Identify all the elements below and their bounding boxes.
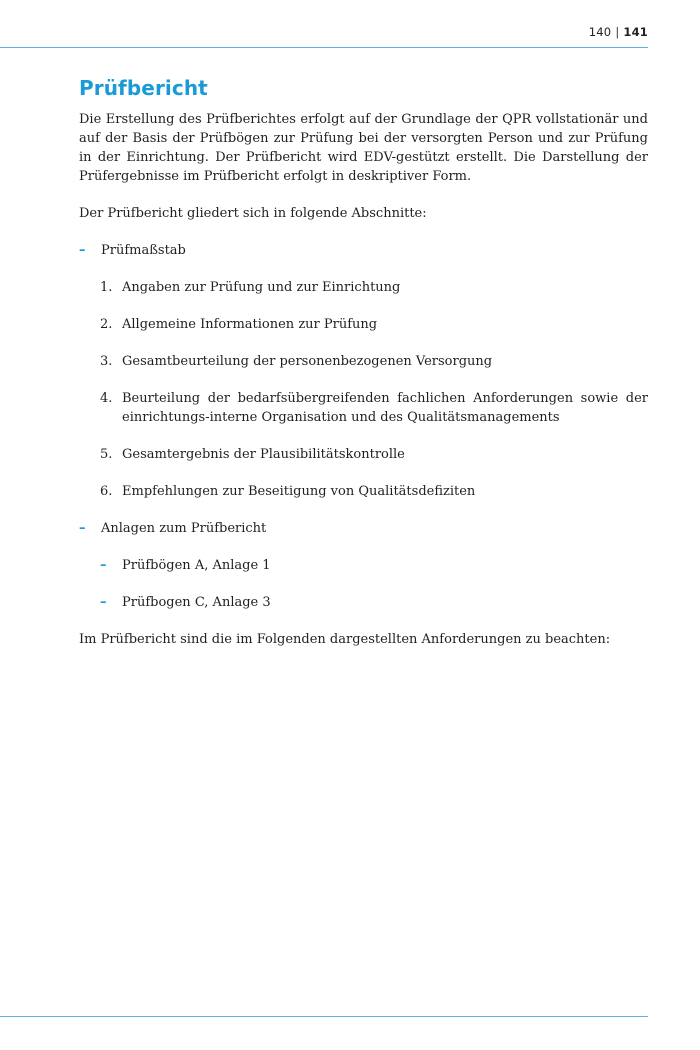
list-item (79, 352, 648, 371)
list-item (79, 482, 648, 501)
list-item (79, 593, 648, 612)
group-label: Anlagen zum Prüfbericht (101, 521, 267, 536)
item-number: 1. (100, 280, 113, 295)
item-text: Prüfbogen C, Anlage 3 (122, 595, 271, 610)
item-text: Prüfbögen A, Anlage 1 (122, 558, 271, 573)
closing-paragraph: Im Prüfbericht sind die im Folgenden dargestellten Anforderungen zu beachten: (79, 632, 611, 647)
list-group-anlagen (79, 519, 648, 538)
item-text: Gesamtergebnis der Plausibilitätskontrolle (122, 447, 405, 462)
header-rule (0, 47, 648, 48)
item-text: Allgemeine Informationen zur Prüfung (122, 317, 378, 332)
item-text: Empfehlungen zur Beseitigung von Qualitätsdefiziten (122, 484, 476, 499)
list-item (79, 389, 648, 427)
intro-paragraph: Die Erstellung des Prüfberichtes erfolgt auf der Grundlage der QPR vollstationär und auf der Basis der Prüfbögen zur Prüfung bei der versorgten Person und zur Prüfung in der Einrichtung. Der Prüfbericht wird EDV-gestützt erstellt. Die Darstellung der Prüfergebnisse im Prüfbericht erfolgt in deskriptiver Form. (79, 112, 648, 184)
item-number: 2. (100, 317, 113, 332)
dash-bullet-icon: – (79, 521, 86, 536)
page-number-right: 141 (623, 25, 648, 39)
page-number-separator: | (615, 25, 620, 39)
dash-bullet-icon: – (100, 595, 107, 610)
dash-bullet-icon: – (100, 558, 107, 573)
dash-bullet-icon: – (79, 243, 86, 258)
item-text: Gesamtbeurteilung der personenbezogenen Versorgung (122, 354, 493, 369)
page-title: Prüfbericht (79, 76, 208, 100)
group-label: Prüfmaßstab (101, 243, 186, 258)
list-group-pruefmassstab (79, 241, 648, 260)
item-number: 6. (100, 484, 113, 499)
item-number: 5. (100, 447, 113, 462)
sections-intro: Der Prüfbericht gliedert sich in folgende Abschnitte: (79, 206, 427, 221)
item-number: 4. (100, 391, 113, 406)
page-number-left: 140 (588, 25, 612, 39)
item-text: Angaben zur Prüfung und zur Einrichtung (122, 280, 401, 295)
list-item (79, 278, 648, 297)
page-numbers (589, 25, 648, 39)
list-item (79, 556, 648, 575)
item-number: 3. (100, 354, 113, 369)
item-text: Beurteilung der bedarfsübergreifenden fachlichen Anforderungen sowie der einrichtungs-interne Organisation und des Qualitätsmanagements (122, 391, 648, 425)
list-item (79, 315, 648, 334)
list-item (79, 445, 648, 464)
footer-rule (0, 1016, 648, 1017)
page-content (79, 76, 648, 649)
